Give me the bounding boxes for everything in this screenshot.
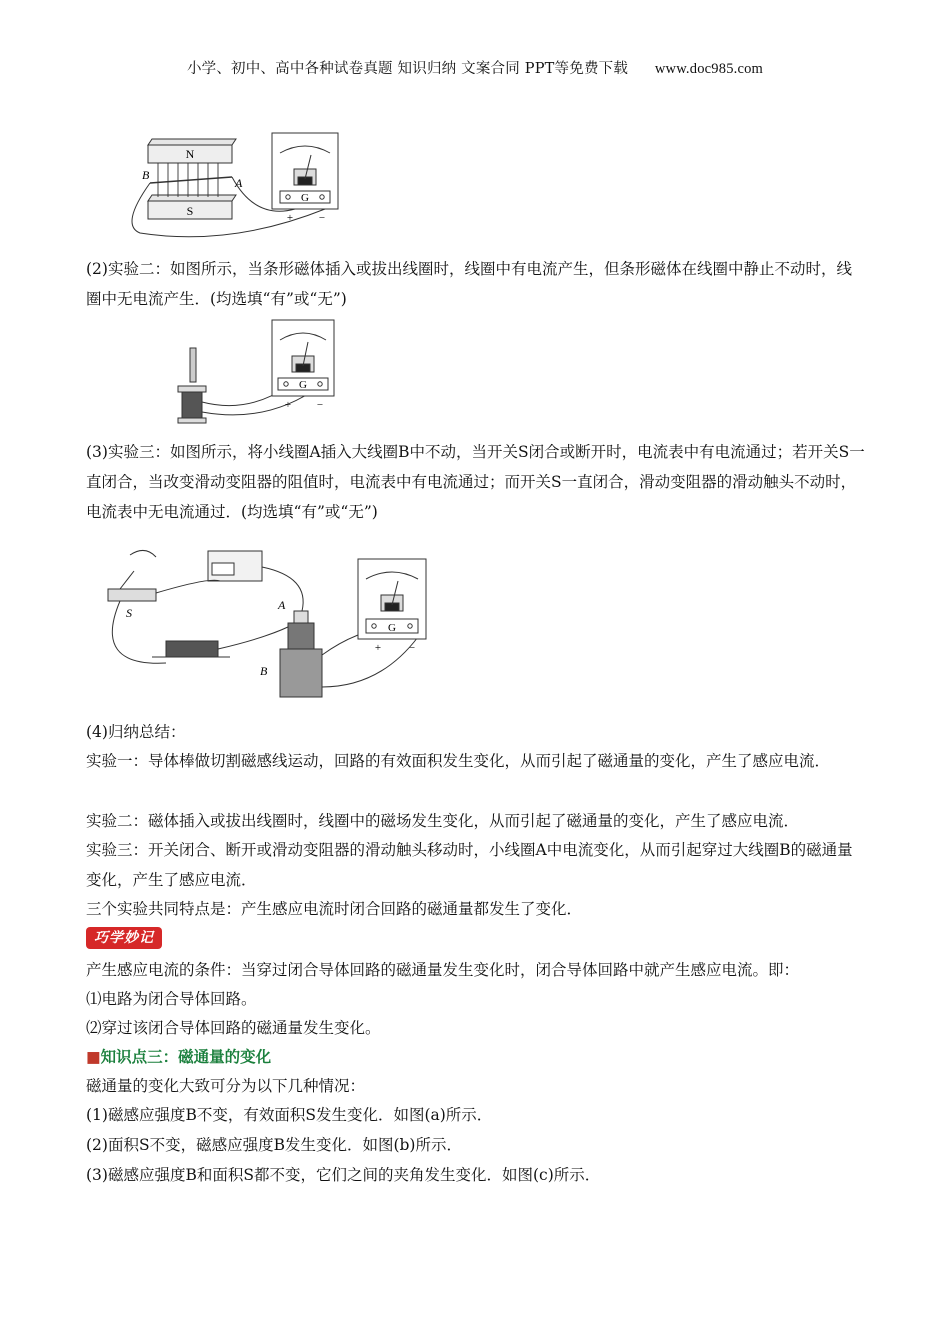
fig3-label-b: B <box>260 664 268 678</box>
fig2-minus: − <box>316 399 324 411</box>
tip-item-1: ⑴电路为闭合导体回路。 <box>86 990 257 1008</box>
experiment-3-text <box>86 437 866 527</box>
header-text: 小学、初中、高中各种试卷真题 知识归纳 文案合同 PPT等免费下载 <box>186 61 629 77</box>
fig3-minus: − <box>408 642 416 654</box>
kp3-case-1: (1)磁感应强度B不变，有效面积S发生变化．如图(a)所示． <box>86 1106 493 1124</box>
fig1-plus: + <box>286 212 294 224</box>
fig2-plus: + <box>284 399 292 411</box>
fig1-minus: − <box>318 212 326 224</box>
fig3-meter-g: G <box>388 622 396 634</box>
tip-condition: 产生感应电流的条件：当穿过闭合导体回路的磁通量发生变化时，闭合导体回路中就产生感应电流。即： <box>86 961 800 979</box>
kp3-marker: ■ <box>86 1048 101 1066</box>
kp3-heading <box>86 1042 866 1072</box>
kp3-case-2: (2)面积S不变，磁感应强度B发生变化．如图(b)所示． <box>86 1136 462 1154</box>
fig1-label-n: N <box>185 147 195 161</box>
kp3-intro: 磁通量的变化大致可分为以下几种情况： <box>86 1077 366 1095</box>
fig2-meter-g: G <box>299 379 307 391</box>
summary-exp2: 实验二：磁体插入或拔出线圈时，线圈中的磁场发生变化，从而引起了磁通量的变化，产生了感应电流． <box>86 812 800 830</box>
fig3-plus: + <box>374 642 382 654</box>
summary-title: (4)归纳总结： <box>86 723 186 741</box>
figure-2-coil-magnet <box>168 312 338 430</box>
summary-exp1: 实验一：导体棒做切割磁感线运动，回路的有效面积发生变化，从而引起了磁通量的变化，产生了感应电流． <box>86 752 831 770</box>
experiment-3-body: (3)实验三：如图所示，将小线圈A插入大线圈B中不动，当开关S闭合或断开时，电流表中有电流通过；若开关S一直闭合，当改变滑动变阻器的阻值时，电流表中有电流通过；而开关S一直闭合，滑动变阻器的滑动触头不动时，电流表中无电流通过．(均选填“有”或“无”) <box>86 443 865 521</box>
fig1-label-s: S <box>186 204 194 218</box>
fig3-label-s: S <box>126 606 132 620</box>
summary-common: 三个实验共同特点是：产生感应电流时闭合回路的磁通量都发生了变化． <box>86 900 583 918</box>
fig1-label-a: A <box>235 176 243 190</box>
tip-item-2: ⑵穿过该闭合导体回路的磁通量发生变化。 <box>86 1019 381 1037</box>
fig1-label-b: B <box>142 168 150 182</box>
kp3-case-3: (3)磁感应强度B和面积S都不变，它们之间的夹角发生变化．如图(c)所示． <box>86 1166 601 1184</box>
figure-1-magnet-rod <box>120 125 350 245</box>
experiment-2-text: (2)实验二：如图所示，当条形磁体插入或拔出线圈时，线圈中有电流产生，但条形磁体在线圈中静止不动时，线圈中无电流产生．(均选填“有”或“无”) <box>86 260 852 308</box>
figure-3-two-coils <box>100 537 440 707</box>
header-url: www.doc985.com <box>654 61 764 77</box>
page-header <box>0 57 950 78</box>
kp3-title: 知识点三：磁通量的变化 <box>100 1047 272 1066</box>
fig3-label-a: A <box>278 598 286 612</box>
summary-exp3: 实验三：开关闭合、断开或滑动变阻器的滑动触头移动时，小线圈A中电流变化，从而引起穿过大线圈B的磁通量变化，产生了感应电流． <box>86 841 853 889</box>
fig1-meter-g: G <box>301 192 309 204</box>
tip-badge: 巧学妙记 <box>86 927 162 949</box>
